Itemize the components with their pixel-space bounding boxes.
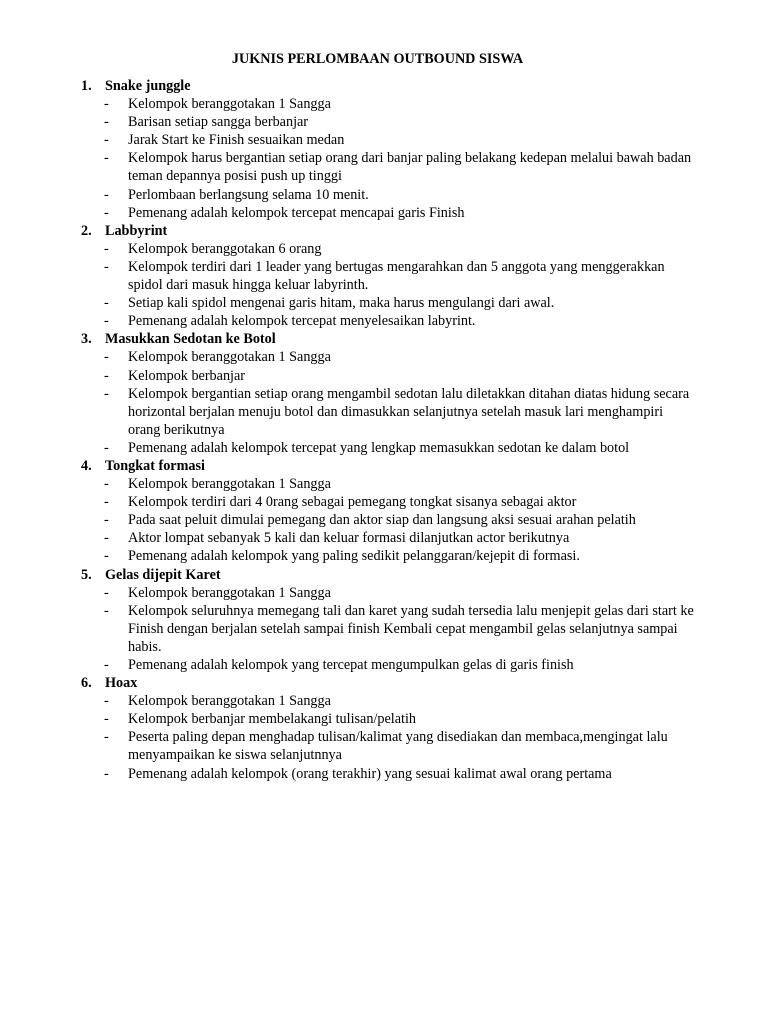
bullet-dash: - xyxy=(104,765,109,782)
bullet-item xyxy=(0,186,698,204)
bullet-text: Aktor lompat sebanyak 5 kali dan keluar formasi dilanjutkan actor berikutnya xyxy=(128,530,570,547)
bullet-dash: - xyxy=(104,385,109,402)
bullet-text: Kelompok beranggotakan 1 Sangga xyxy=(128,96,331,113)
bullet-dash: - xyxy=(104,729,109,746)
bullet-dash: - xyxy=(104,439,109,456)
bullet-text: Pemenang adalah kelompok tercepat mencapai garis Finish xyxy=(128,204,465,221)
section-list xyxy=(0,77,768,783)
bullet-text: Pemenang adalah kelompok tercepat yang lengkap memasukkan sedotan ke dalam botol xyxy=(128,439,630,456)
bullet-dash: - xyxy=(104,367,109,384)
bullet-text: Kelompok beranggotakan 1 Sangga xyxy=(128,476,331,493)
bullet-text: Kelompok terdiri dari 1 leader yang bertugas mengarahkan dan 5 anggota yang menggerakkan spidol dari masuk hingga keluar labyrinth. xyxy=(128,258,665,294)
section-number: 2. xyxy=(81,222,92,239)
section-heading xyxy=(0,222,768,240)
bullet-item xyxy=(0,240,698,258)
bullet-item xyxy=(0,149,698,185)
section-6 xyxy=(0,674,768,783)
section-1 xyxy=(0,77,768,222)
bullet-list xyxy=(0,584,768,674)
bullet-list xyxy=(0,348,768,457)
bullet-dash: - xyxy=(104,186,109,203)
section-number: 3. xyxy=(81,331,92,348)
bullet-text: Kelompok berbanjar membelakangi tulisan/pelatih xyxy=(128,711,416,728)
document-title: JUKNIS PERLOMBAAN OUTBOUND SISWA xyxy=(231,51,524,67)
bullet-text: Setiap kali spidol mengenai garis hitam, maka harus mengulangi dari awal. xyxy=(128,295,555,312)
bullet-dash: - xyxy=(104,295,109,312)
bullet-item xyxy=(0,439,698,457)
bullet-item xyxy=(0,728,698,764)
section-heading xyxy=(0,566,768,584)
bullet-item xyxy=(0,710,698,728)
bullet-text: Jarak Start ke Finish sesuaikan medan xyxy=(128,132,345,149)
section-title: Masukkan Sedotan ke Botol xyxy=(105,331,276,348)
section-5 xyxy=(0,566,768,675)
bullet-dash: - xyxy=(104,96,109,113)
section-title: Gelas dijepit Karet xyxy=(105,566,221,583)
bullet-item xyxy=(0,692,698,710)
bullet-item xyxy=(0,547,698,565)
bullet-text: Pemenang adalah kelompok yang tercepat mengumpulkan gelas di garis finish xyxy=(128,657,574,673)
bullet-dash: - xyxy=(104,494,109,511)
section-3 xyxy=(0,330,768,457)
bullet-item xyxy=(0,475,698,493)
bullet-dash: - xyxy=(104,512,109,529)
section-number: 5. xyxy=(81,566,92,583)
bullet-item xyxy=(0,493,698,511)
bullet-text: Perlombaan berlangsung selama 10 menit. xyxy=(128,186,369,203)
bullet-dash: - xyxy=(104,150,109,167)
bullet-text: Kelompok beranggotakan 1 Sangga xyxy=(128,584,331,601)
bullet-list xyxy=(0,95,768,222)
bullet-text: Pemenang adalah kelompok yang paling sedikit pelanggaran/kejepit di formasi. xyxy=(128,548,580,565)
section-title: Tongkat formasi xyxy=(105,457,205,474)
bullet-text: Kelompok bergantian setiap orang mengambil sedotan lalu diletakkan ditahan diatas hidung secara horizontal berjalan menuju botol dan dimasukkan selanjutnya setelah masuk lari menghampiri orang berikutnya xyxy=(128,385,690,438)
bullet-dash: - xyxy=(104,114,109,131)
bullet-text: Barisan setiap sangga berbanjar xyxy=(128,114,309,131)
bullet-list xyxy=(0,475,768,565)
bullet-item xyxy=(0,348,698,366)
section-heading xyxy=(0,77,768,95)
bullet-list xyxy=(0,240,768,330)
bullet-dash: - xyxy=(104,349,109,366)
bullet-text: Kelompok beranggotakan 1 Sangga xyxy=(128,349,331,366)
bullet-item xyxy=(0,312,698,330)
section-title: Labbyrint xyxy=(105,222,168,239)
section-4 xyxy=(0,457,768,566)
bullet-item xyxy=(0,294,698,312)
bullet-text: Pemenang adalah kelompok tercepat menyelesaikan labyrint. xyxy=(128,313,476,330)
bullet-dash: - xyxy=(104,476,109,493)
bullet-text: Kelompok seluruhnya memegang tali dan karet yang sudah tersedia lalu menjepit gelas dari start ke Finish dengan berjalan setelah sampai finish Kembali cepat mengambil gelas selanjutnya sampai habis. xyxy=(128,602,694,655)
bullet-dash: - xyxy=(104,657,109,673)
bullet-item xyxy=(0,95,698,113)
section-heading xyxy=(0,330,768,348)
section-title: Hoax xyxy=(105,675,138,692)
bullet-dash: - xyxy=(104,693,109,710)
section-number: 6. xyxy=(81,675,92,692)
section-heading xyxy=(0,674,768,692)
bullet-item xyxy=(0,656,698,674)
bullet-dash: - xyxy=(104,602,109,619)
bullet-dash: - xyxy=(104,240,109,257)
bullet-item xyxy=(0,584,698,602)
bullet-dash: - xyxy=(104,548,109,565)
bullet-dash: - xyxy=(104,584,109,601)
bullet-item xyxy=(0,511,698,529)
bullet-item xyxy=(0,258,698,294)
bullet-item xyxy=(0,113,698,131)
bullet-item xyxy=(0,529,698,547)
bullet-text: Kelompok beranggotakan 1 Sangga xyxy=(128,693,331,710)
bullet-text: Pada saat peluit dimulai pemegang dan aktor siap dan langsung aksi sesuai arahan pelatih xyxy=(128,512,636,529)
bullet-dash: - xyxy=(104,204,109,221)
bullet-text: Peserta paling depan menghadap tulisan/kalimat yang disediakan dan membaca,mengingat lalu menyampaikan ke siswa selanjutnnya xyxy=(128,729,668,764)
bullet-item xyxy=(0,204,698,222)
section-2 xyxy=(0,222,768,331)
bullet-item xyxy=(0,602,698,656)
bullet-text: Kelompok harus bergantian setiap orang dari banjar paling belakang kedepan melalui bawah badan teman depannya posisi push up tinggi xyxy=(128,150,692,185)
bullet-dash: - xyxy=(104,530,109,547)
bullet-text: Kelompok beranggotakan 6 orang xyxy=(128,240,322,257)
bullet-text: Pemenang adalah kelompok (orang terakhir) yang sesuai kalimat awal orang pertama xyxy=(128,765,612,782)
bullet-item xyxy=(0,131,698,149)
bullet-item xyxy=(0,385,698,439)
bullet-dash: - xyxy=(104,313,109,330)
section-title: Snake junggle xyxy=(105,78,191,94)
bullet-dash: - xyxy=(104,132,109,149)
bullet-text: Kelompok berbanjar xyxy=(128,367,246,384)
bullet-list xyxy=(0,692,768,782)
bullet-item xyxy=(0,367,698,385)
bullet-dash: - xyxy=(104,711,109,728)
bullet-dash: - xyxy=(104,258,109,275)
bullet-text: Kelompok terdiri dari 4 0rang sebagai pemegang tongkat sisanya sebagai aktor xyxy=(128,494,577,511)
bullet-item xyxy=(0,765,698,783)
section-number: 4. xyxy=(81,457,92,474)
section-heading xyxy=(0,457,768,475)
section-number: 1. xyxy=(81,78,92,94)
